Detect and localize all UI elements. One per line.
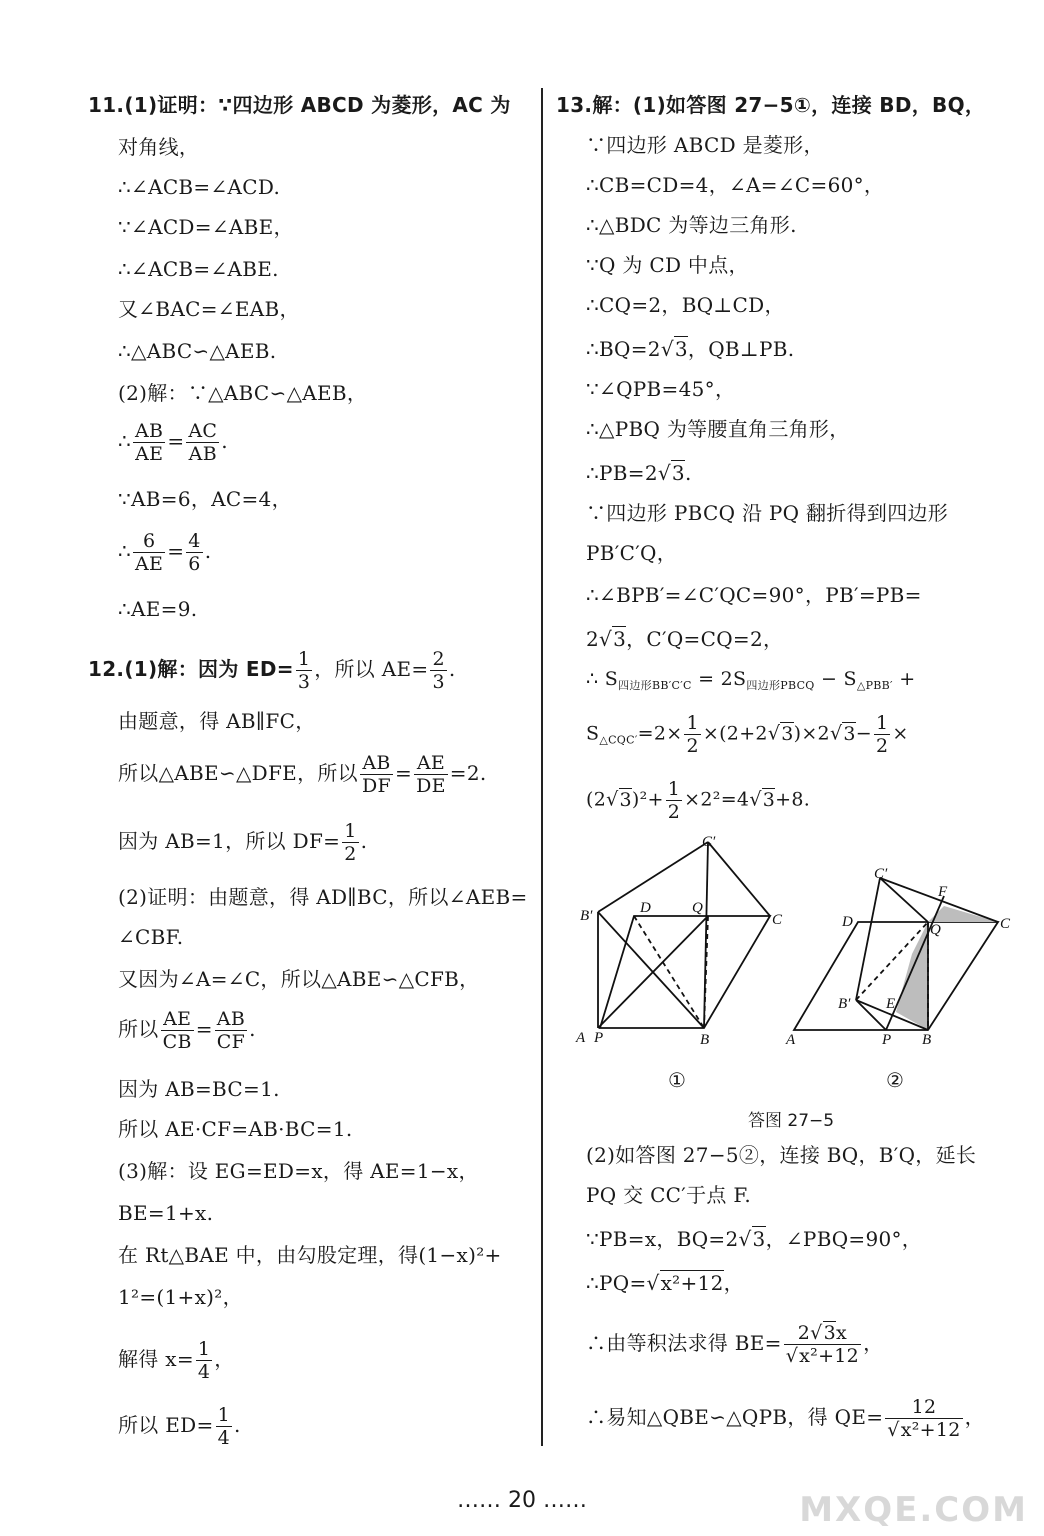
q11-line-4: ∵∠ACD=∠ABE， bbox=[118, 215, 294, 239]
q13-line-7: ∴BQ=2√3，QB⊥PB. bbox=[586, 337, 795, 361]
q13-line-2: ∵四边形 ABCD 是菱形， bbox=[586, 133, 824, 157]
q13-line-9: ∴△PBQ 为等腰直角三角形， bbox=[586, 417, 850, 441]
fraction: $\frac{AB}{AE}$ bbox=[135, 420, 164, 465]
fig1-caption: ① bbox=[668, 1068, 686, 1092]
fraction: $\frac{1}{2}$ bbox=[876, 712, 889, 757]
q11-line-1: 11.(1)证明：∵四边形 ABCD 为菱形，AC 为 bbox=[88, 93, 511, 117]
fraction: $\frac{1}{4}$ bbox=[217, 1404, 230, 1449]
fraction: $\frac{1}{4}$ bbox=[197, 1338, 211, 1383]
q13-line-8: ∵∠QPB=45°， bbox=[586, 377, 736, 401]
fraction: $\frac{AB}{DF}$ bbox=[361, 752, 392, 797]
q12-line-16: 所以 ED= $\frac{1}{4}$ . bbox=[118, 1404, 241, 1449]
fraction: $\frac{12}{\text{√x²+12}}$ bbox=[887, 1396, 961, 1441]
fig1-label-c: C bbox=[772, 912, 783, 928]
q13-line-3: ∴CB=CD=4，∠A=∠C=60°， bbox=[586, 173, 885, 197]
fig1-label-b-prime: B′ bbox=[580, 908, 593, 924]
q12-line-2: 由题意，得 AB∥FC， bbox=[118, 709, 316, 733]
fig2-label-a: A bbox=[786, 1032, 796, 1048]
fraction: $\frac{4}{6}$ bbox=[188, 530, 201, 575]
fig2-edge bbox=[880, 878, 928, 922]
figure-title: 答图 27−5 bbox=[748, 1111, 835, 1131]
q11-line-3: ∴∠ACB=∠ACD. bbox=[118, 175, 281, 199]
fraction: $\frac{AE}{DE}$ bbox=[416, 752, 446, 797]
q13-line-13: ∴∠BPB′=∠C′QC=90°，PB′=PB= bbox=[586, 583, 922, 607]
left-column bbox=[0, 0, 540, 1450]
q13-line-11: ∵四边形 PBCQ 沿 PQ 翻折得到四边形 bbox=[586, 501, 949, 525]
q13-line-10: ∴PB=2√3. bbox=[586, 461, 692, 485]
fig2-label-f: F bbox=[938, 884, 948, 900]
answer-figure-27-5 bbox=[568, 832, 1018, 1092]
fig1-edge bbox=[708, 842, 770, 916]
q13-area-calc-1: $S_{\triangle CQC'}=2\times$ $\frac{1}{2}$ ×(2+2√3)×2√3− $\frac{1}{2}$ × bbox=[586, 712, 909, 757]
q12-line-5: (2)证明：由题意，得 AD∥BC，所以∠AEB= bbox=[118, 885, 528, 909]
fraction: $\frac{1}{2}$ bbox=[686, 712, 699, 757]
q12-line-12: BE=1+x. bbox=[118, 1201, 214, 1225]
fig1-label-c-prime: C′ bbox=[702, 834, 716, 850]
q11-line-12: ∴AE=9. bbox=[118, 597, 198, 621]
fig1-label-p: P bbox=[594, 1030, 604, 1046]
q11-line-5: ∴∠ACB=∠ABE. bbox=[118, 257, 279, 281]
fig1-label-b: B bbox=[700, 1032, 710, 1048]
q13-part2-line-6: ∴易知△QBE∽△QPB，得 QE= $\frac{12}{\text{√x²+12}}$ ， bbox=[586, 1396, 985, 1441]
q13-area-calc-2: (2√3)²+ $\frac{1}{2}$ ×2²=4√3+8. bbox=[586, 778, 811, 823]
column-divider bbox=[541, 88, 543, 1446]
q11-line-7: ∴△ABC∽△AEB. bbox=[118, 339, 277, 363]
fraction: $\frac{1}{3}$ bbox=[297, 648, 311, 693]
fig2-rhombus bbox=[794, 922, 998, 1030]
q13-part2-line-3: ∵PB=x，BQ=2√3，∠PBQ=90°， bbox=[586, 1227, 923, 1251]
fig1-label-d: D bbox=[640, 900, 651, 916]
q12-line-3: 所以△ABE∽△DFE，所以 $\frac{AB}{DF}$ = $\frac{AE}{DE}$ =2. bbox=[118, 752, 487, 797]
q12-line-9: 因为 AB=BC=1. bbox=[118, 1077, 280, 1101]
fig2-label-c: C bbox=[1000, 916, 1011, 932]
q13-area-formula: ∴ $S_{四边形BB'C'C} = 2S_{四边形PBCQ} - S_{\triangle PBB'}$ + bbox=[586, 668, 916, 692]
page-number: …… 20 …… bbox=[457, 1488, 587, 1513]
q12-line-6: ∠CBF. bbox=[118, 925, 184, 949]
q13-part2-line-2: PQ 交 CC′于点 F. bbox=[586, 1183, 752, 1207]
q12-line-7: 又因为∠A=∠C，所以△ABE∽△CFB， bbox=[118, 967, 480, 991]
fig2-label-q: Q bbox=[930, 922, 941, 938]
fraction: $\frac{AC}{AB}$ bbox=[188, 420, 218, 465]
fig1-dashed-bd bbox=[634, 916, 704, 1028]
fig2-edge bbox=[856, 878, 880, 1000]
fraction: $\frac{1}{2}$ bbox=[667, 778, 681, 823]
fig2-label-b-prime: B′ bbox=[838, 996, 851, 1012]
q12-line-10: 所以 AE·CF=AB·BC=1. bbox=[118, 1117, 353, 1141]
fraction: $\frac{2√3x}{\text{√x²+12}}$ bbox=[785, 1322, 860, 1367]
fig1-label-q: Q bbox=[692, 900, 703, 916]
q11-ratio-1: ∴ $\frac{AB}{AE}$ = $\frac{AC}{AB}$ . bbox=[118, 420, 228, 465]
q12-line-8: 所以 $\frac{AE}{CB}$ = $\frac{AB}{CF}$ . bbox=[118, 1008, 256, 1053]
fig2-edge bbox=[856, 1000, 886, 1030]
q13-line-5: ∵Q 为 CD 中点， bbox=[586, 253, 749, 277]
fraction: $\frac{2}{3}$ bbox=[432, 648, 445, 693]
q13-part2-line-5: ∴由等积法求得 BE= $\frac{2√3x}{\text{√x²+12}}$ ， bbox=[586, 1322, 884, 1367]
fig2-label-p: P bbox=[882, 1032, 892, 1048]
q11-line-8: (2)解：∵△ABC∽△AEB， bbox=[118, 381, 368, 405]
fig1-label-a: A bbox=[576, 1030, 586, 1046]
q11-line-10: ∵AB=6，AC=4， bbox=[118, 487, 292, 511]
q12-line-1: 12.(1)解：因为 ED= $\frac{1}{3}$ ，所以 AE= $\frac{2}{3}$ . bbox=[88, 648, 456, 693]
fraction: $\frac{AE}{CB}$ bbox=[162, 1008, 192, 1053]
fig2-label-c-prime: C′ bbox=[874, 866, 888, 882]
q12-line-15: 解得 x= $\frac{1}{4}$ ， bbox=[118, 1338, 235, 1383]
fig2-label-b: B bbox=[922, 1032, 932, 1048]
q12-line-4: 因为 AB=1，所以 DF= $\frac{1}{2}$ . bbox=[118, 820, 368, 865]
q12-line-14: 1²=(1+x)²， bbox=[118, 1285, 243, 1309]
fig2-label-e: E bbox=[886, 996, 896, 1012]
q11-ratio-2: ∴ $\frac{6}{AE}$ = $\frac{4}{6}$ . bbox=[118, 530, 212, 575]
fraction: $\frac{6}{AE}$ bbox=[135, 530, 164, 575]
fig1-rhombus bbox=[600, 916, 770, 1028]
q13-line-6: ∴CQ=2，BQ⊥CD， bbox=[586, 293, 785, 317]
q13-part2-line-1: (2)如答图 27−5②，连接 BQ，B′Q，延长 bbox=[586, 1143, 977, 1167]
q11-line-6: 又∠BAC=∠EAB， bbox=[118, 297, 300, 321]
fraction: $\frac{1}{2}$ bbox=[344, 820, 357, 865]
q12-line-11: (3)解：设 EG=ED=x，得 AE=1−x， bbox=[118, 1159, 479, 1183]
q13-line-12: PB′C′Q， bbox=[586, 541, 678, 565]
watermark-logo bbox=[799, 1440, 1028, 1530]
q13-line-4: ∴△BDC 为等边三角形. bbox=[586, 213, 797, 237]
q12-line-13: 在 Rt△BAE 中，由勾股定理，得(1−x)²+ bbox=[118, 1243, 502, 1267]
q13-line-14: 2√3，C′Q=CQ=2， bbox=[586, 627, 784, 651]
q11-line-2: 对角线， bbox=[118, 135, 200, 159]
q13-part2-line-4: ∴PQ=√x²+12， bbox=[586, 1271, 744, 1295]
fig2-label-d: D bbox=[842, 914, 853, 930]
watermark-text: MXQE.COM bbox=[799, 1490, 1028, 1530]
fraction: $\frac{AB}{CF}$ bbox=[216, 1008, 246, 1053]
fig2-caption: ② bbox=[886, 1068, 904, 1092]
q13-line-1: 13.解：(1)如答图 27−5①，连接 BD，BQ， bbox=[556, 93, 986, 117]
